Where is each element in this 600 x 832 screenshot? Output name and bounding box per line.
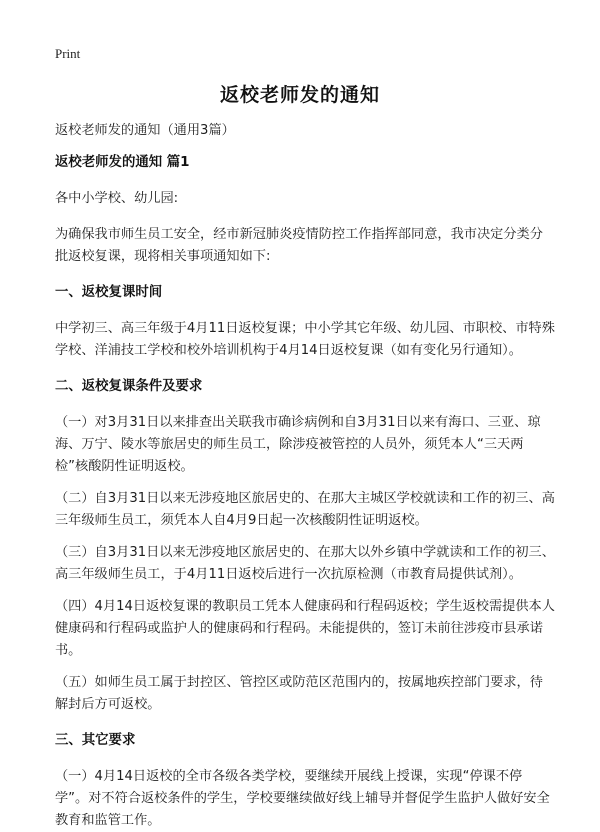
page-title: 返校老师发的通知 [219,84,380,106]
section2-item: （二）自3月31日以来无涉疫地区旅居史的、在那大主城区学校就读和工作的初三、高三年级师生员工，须凭本人自4月9日起一次核酸阴性证明返校。 [55,491,555,528]
section2-item: （一）对3月31日以来排查出关联我市确诊病例和自3月31日以来有海口、三亚、琼海、万宁、陵水等旅居史的师生员工，除涉疫被管控的人员外，须凭本人“三天两检”核酸阴性证明返校。 [55,415,541,474]
section-heading: 一、返校复课时间 [55,285,163,300]
section1-paragraph: 中学初三、高三年级于4月11日返校复课；中小学其它年级、幼儿园、市职校、市特殊学校、洋浦技工学校和校外培训机构于4月14日返校复课（如有变化另行通知）。 [55,321,555,358]
document-subtitle: 返校老师发的通知（通用3篇） [55,123,235,138]
section-heading: 二、返校复课条件及要求 [55,379,203,394]
section2-item: （五）如师生员工属于封控区、管控区或防范区范围内的，按属地疾控部门要求，待解封后方可返校。 [55,675,543,712]
section3-item: （一）4月14日返校的全市各级各类学校，要继续开展线上授课，实现“停课不停学”。对不符合返校条件的学生，学校要继续做好线上辅导并督促学生监护人做好安全教育和监管工作。 [55,769,550,828]
article-heading: 返校老师发的通知 篇1 [55,155,190,170]
intro-paragraph: 为确保我市师生员工安全，经市新冠肺炎疫情防控工作指挥部同意，我市决定分类分批返校复课，现将相关事项通知如下: [55,227,543,264]
salutation: 各中小学校、幼儿园: [55,191,179,206]
section2-item: （三）自3月31日以来无涉疫地区旅居史的、在那大以外乡镇中学就读和工作的初三、高三年级师生员工，于4月11日返校后进行一次抗原检测（市教育局提供试剂）。 [55,545,555,582]
section-heading: 三、其它要求 [55,733,136,748]
print-link[interactable]: Print [55,46,81,61]
section2-item: （四）4月14日返校复课的教职员工凭本人健康码和行程码返校；学生返校需提供本人健康码和行程码或监护人的健康码和行程码。未能提供的，签订未前往涉疫市县承诺书。 [55,599,555,658]
document-body [55,120,555,832]
